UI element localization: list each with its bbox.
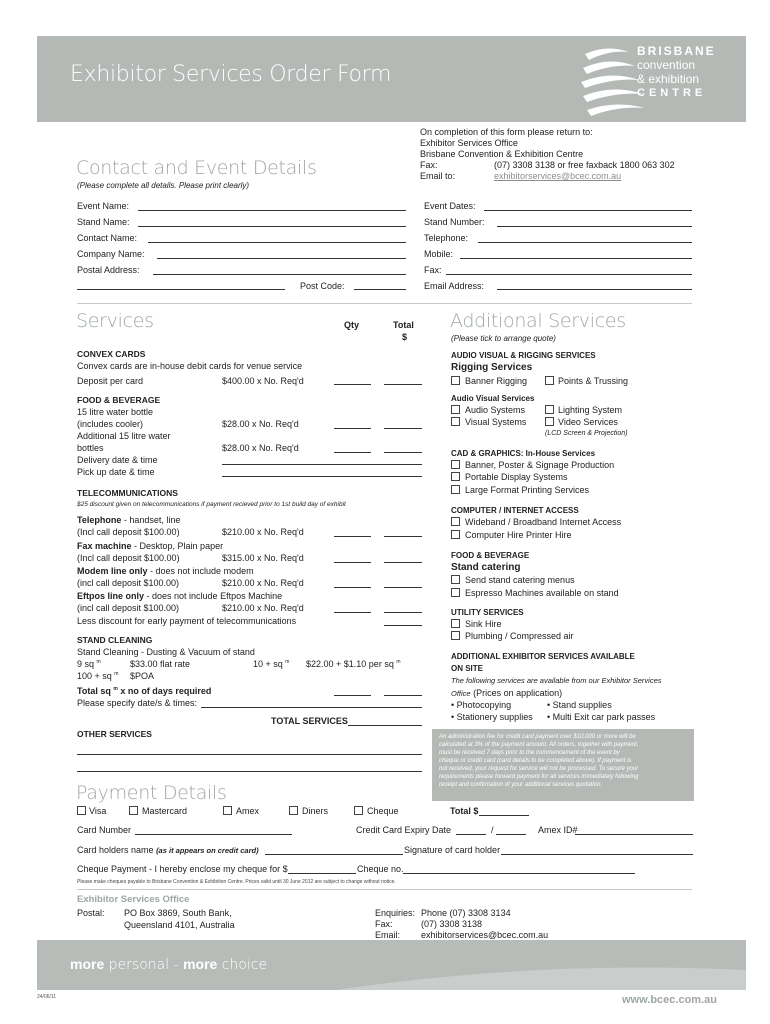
- fb-price2: $28.00 x No. Req'd: [222, 443, 299, 453]
- expiry-label: Credit Card Expiry Date: [356, 825, 452, 835]
- tel-item-telephone-price: $210.00 x No. Req'd: [222, 527, 304, 537]
- tel-item-modem-price: $210.00 x No. Req'd: [222, 578, 304, 588]
- post-code-field[interactable]: [354, 289, 406, 290]
- water-qty-field[interactable]: [334, 428, 371, 429]
- telephone-qty-field[interactable]: [334, 536, 371, 537]
- espresso-label: Espresso Machines available on stand: [465, 588, 619, 598]
- rigging-title: Rigging Services: [451, 362, 533, 373]
- office-email[interactable]: exhibitorservices@bcec.com.au: [421, 930, 549, 940]
- broadband-label: Wideband / Broadband Internet Access: [465, 517, 622, 527]
- diners-checkbox[interactable]: [289, 806, 298, 815]
- portable-display-label: Portable Display Systems: [465, 472, 568, 482]
- deposit-price: $400.00 x No. Req'd: [222, 376, 304, 386]
- cheque-payment-label: Cheque Payment - I hereby enclose my cheque for $: [77, 864, 288, 874]
- catering-menus-label: Send stand catering menus: [465, 575, 575, 585]
- office-postal-label: Postal:: [77, 908, 105, 918]
- av-title: AUDIO VISUAL & RIGGING SERVICES: [451, 351, 596, 360]
- expiry-year-field[interactable]: [496, 834, 526, 835]
- util-title: UTILITY SERVICES: [451, 608, 524, 617]
- telephone-field[interactable]: [478, 242, 692, 243]
- postal-address-line2[interactable]: [77, 289, 285, 290]
- contact-heading: Contact and Event Details: [76, 157, 317, 179]
- fb-line1: 15 litre water bottle: [77, 407, 154, 417]
- logo-centre: CENTRE: [637, 87, 707, 99]
- signage-checkbox[interactable]: [451, 460, 460, 469]
- section-divider: [77, 303, 692, 304]
- fax-field[interactable]: [446, 274, 692, 275]
- clean-title: STAND CLEANING: [77, 635, 153, 645]
- points-trussing-label: Points & Trussing: [558, 376, 629, 386]
- broadband-checkbox[interactable]: [451, 517, 460, 526]
- return-email-link[interactable]: exhibitorservices@bcec.com.au: [494, 171, 622, 181]
- eftpos-total-field[interactable]: [384, 612, 422, 613]
- lighting-system-label: Lighting System: [558, 405, 623, 415]
- company-name-field[interactable]: [157, 258, 406, 259]
- comp-title: COMPUTER / INTERNET ACCESS: [451, 506, 579, 515]
- expiry-slash: /: [491, 825, 494, 835]
- fb-line2: (includes cooler): [77, 419, 144, 429]
- card-holder-field[interactable]: [265, 854, 403, 855]
- tel-item-telephone-sub: (Incl call deposit $100.00): [77, 527, 180, 537]
- cheque-checkbox[interactable]: [354, 806, 363, 815]
- stand-catering-title: Stand catering: [451, 562, 521, 573]
- large-format-label: Large Format Printing Services: [465, 485, 590, 495]
- lighting-system-checkbox[interactable]: [545, 405, 554, 414]
- tel-item-eftpos-price: $210.00 x No. Req'd: [222, 603, 304, 613]
- office-postal1: PO Box 3869, South Bank,: [124, 908, 232, 918]
- catering-menus-checkbox[interactable]: [451, 575, 460, 584]
- fb-line4: bottles: [77, 443, 104, 453]
- sink-hire-label: Sink Hire: [465, 619, 502, 629]
- fine-print: Please make cheques payable to Brisbane Convention & Exhibition Centre. Prices valid until 30 June 2012 are subject to change without notice.: [77, 879, 396, 885]
- services-heading: Services: [76, 310, 154, 332]
- fb-line3: Additional 15 litre water: [77, 431, 171, 441]
- return-fax-value: (07) 3308 3138 or free faxback 1800 063 302: [494, 160, 675, 170]
- convex-title: CONVEX CARDS: [77, 349, 146, 359]
- fax-total-field[interactable]: [384, 562, 422, 563]
- total-services-label: TOTAL SERVICES: [271, 716, 348, 726]
- tel-title: TELECOMMUNICATIONS: [77, 488, 178, 498]
- mastercard-checkbox[interactable]: [129, 806, 138, 815]
- return-email-label: Email to:: [420, 171, 456, 181]
- specify-field[interactable]: [201, 707, 422, 708]
- avail-text2: Office (Prices on application): [451, 688, 563, 698]
- return-line3: Brisbane Convention & Exhibition Centre: [420, 149, 584, 159]
- video-services-label: Video Services: [558, 417, 618, 427]
- signature-label: Signature of card holder: [404, 845, 501, 855]
- clean-100sq: 100 + sq $^m$: [77, 671, 119, 681]
- tel-item-modem: Modem line only - does not include modem: [77, 566, 254, 576]
- office-divider: [77, 889, 692, 890]
- pickup-field[interactable]: [222, 476, 422, 477]
- clean-10sq-price: $22.00 + $1.10 per sq $^m$: [306, 659, 401, 669]
- additional-heading: Additional Services: [450, 310, 626, 332]
- form-title: Exhibitor Services Order Form: [70, 62, 392, 87]
- extra-water-total-field[interactable]: [384, 452, 422, 453]
- event-dates-field[interactable]: [484, 210, 692, 211]
- email-address-field[interactable]: [497, 289, 692, 290]
- post-code-label: Post Code:: [300, 281, 345, 291]
- cheque-no-field[interactable]: [403, 873, 635, 874]
- deposit-qty-field[interactable]: [334, 384, 371, 385]
- mobile-field[interactable]: [460, 258, 692, 259]
- stand-name-field[interactable]: [138, 226, 406, 227]
- tel-item-eftpos: Eftpos line only - does not include Eftpos Machine: [77, 591, 283, 601]
- cad-title: CAD & GRAPHICS: In-House Services: [451, 449, 596, 458]
- tel-item-modem-sub: (incl call deposit $100.00): [77, 578, 180, 588]
- tel-item-telephone: Telephone - handset, line: [77, 515, 181, 525]
- telephone-total-field[interactable]: [384, 536, 422, 537]
- email-address-label: Email Address:: [424, 281, 485, 291]
- admin-note-box: [432, 729, 694, 801]
- clean-desc: Stand Cleaning - Dusting & Vacuum of stand: [77, 647, 255, 657]
- expiry-month-field[interactable]: [456, 834, 486, 835]
- office-postal2: Queensland 4101, Australia: [124, 920, 235, 930]
- amex-id-field[interactable]: [575, 834, 693, 835]
- clean-100sq-price: $POA: [130, 671, 155, 681]
- contact-name-field[interactable]: [148, 242, 406, 243]
- audio-systems-checkbox[interactable]: [451, 405, 460, 414]
- computer-hire-label: Computer Hire Printer Hire: [465, 530, 572, 540]
- add-fb-title: FOOD & BEVERAGE: [451, 551, 530, 560]
- water-total-field[interactable]: [384, 428, 422, 429]
- sink-hire-checkbox[interactable]: [451, 619, 460, 628]
- office-enquiries-label: Enquiries:: [375, 908, 416, 918]
- tagline: more personal - more choice: [70, 956, 268, 973]
- clean-9sq-price: $33.00 flat rate: [130, 659, 191, 669]
- espresso-checkbox[interactable]: [451, 588, 460, 597]
- clean-10sq: 10 + sq $^m$: [253, 659, 290, 669]
- contact-name-label: Contact Name:: [77, 233, 138, 243]
- diners-label: Diners: [302, 806, 329, 816]
- tel-item-eftpos-sub: (incl call deposit $100.00): [77, 603, 180, 613]
- total-dollar-header: $: [402, 332, 408, 342]
- company-name-label: Company Name:: [77, 249, 145, 259]
- modem-qty-field[interactable]: [334, 587, 371, 588]
- logo-exhibition: & exhibition: [637, 72, 700, 86]
- fax-qty-field[interactable]: [334, 562, 371, 563]
- avail-text1: The following services are available from our Exhibitor Services: [451, 676, 662, 685]
- bullet-photocopying: • Photocopying: [451, 700, 512, 710]
- mobile-label: Mobile:: [424, 249, 454, 259]
- logo-brisbane: BRISBANE: [637, 44, 716, 58]
- return-line1: On completion of this form please return to:: [420, 127, 593, 137]
- stand-number-label: Stand Number:: [424, 217, 485, 227]
- visa-label: Visa: [89, 806, 107, 816]
- tel-item-fax-sub: (Incl call deposit $100.00): [77, 553, 180, 563]
- stand-number-field[interactable]: [497, 226, 692, 227]
- event-name-label: Event Name:: [77, 201, 130, 211]
- card-number-field[interactable]: [135, 834, 292, 835]
- video-services-checkbox[interactable]: [545, 417, 554, 426]
- contact-subtext: (Please complete all details. Please print clearly): [77, 181, 250, 190]
- other-services-line2[interactable]: [77, 771, 422, 772]
- amex-id-label: Amex ID#: [538, 825, 578, 835]
- fb-delivery: Delivery date & time: [77, 455, 158, 465]
- specify-label: Please specify date/s & times:: [77, 698, 198, 708]
- modem-total-field[interactable]: [384, 587, 422, 588]
- cleaning-qty-field[interactable]: [334, 695, 371, 696]
- event-dates-label: Event Dates:: [424, 201, 476, 211]
- signature-field[interactable]: [501, 854, 693, 855]
- fb-price1: $28.00 x No. Req'd: [222, 419, 299, 429]
- delivery-field[interactable]: [222, 464, 422, 465]
- other-services-title: OTHER SERVICES: [77, 729, 152, 739]
- deposit-total-field[interactable]: [384, 384, 422, 385]
- convex-desc: Convex cards are in-house debit cards for venue service: [77, 361, 303, 371]
- visual-systems-checkbox[interactable]: [451, 417, 460, 426]
- footer-banner: [37, 940, 746, 990]
- other-services-line1[interactable]: [77, 754, 422, 755]
- bullet-stationery: • Stationery supplies: [451, 712, 533, 722]
- fb-title: FOOD & BEVERAGE: [77, 395, 161, 405]
- fax-label: Fax:: [424, 265, 442, 275]
- event-name-field[interactable]: [138, 210, 406, 211]
- return-fax-label: Fax:: [420, 160, 438, 170]
- deposit-label: Deposit per card: [77, 376, 144, 386]
- qty-header: Qty: [344, 320, 360, 330]
- discount-total-field[interactable]: [384, 625, 422, 626]
- cheque-label: Cheque: [367, 806, 399, 816]
- footer-date: 24/06/11: [37, 994, 57, 1000]
- postal-address-label: Postal Address:: [77, 265, 140, 275]
- logo-convention: convention: [637, 58, 696, 72]
- stand-name-label: Stand Name:: [77, 217, 130, 227]
- extra-water-qty-field[interactable]: [334, 452, 371, 453]
- tel-item-fax: Fax machine - Desktop, Plain paper: [77, 541, 224, 551]
- tel-less-discount: Less discount for early payment of telecommunications: [77, 616, 297, 626]
- mastercard-label: Mastercard: [142, 806, 188, 816]
- plumbing-label: Plumbing / Compressed air: [465, 631, 574, 641]
- card-holder-label: Card holders name (as it appears on credit card): [77, 845, 259, 855]
- total-services-field[interactable]: [348, 725, 422, 726]
- office-enquiries: Phone (07) 3308 3134: [421, 908, 511, 918]
- cleaning-total-field[interactable]: [384, 695, 422, 696]
- cheque-amount-field[interactable]: [288, 873, 356, 874]
- tel-item-fax-price: $315.00 x No. Req'd: [222, 553, 304, 563]
- computer-hire-checkbox[interactable]: [451, 530, 460, 539]
- bullet-stand-supplies: • Stand supplies: [547, 700, 612, 710]
- office-title: Exhibitor Services Office: [77, 894, 190, 905]
- footer-wave-icon: [337, 940, 746, 990]
- payment-total-label: Total $: [450, 806, 479, 816]
- portable-display-checkbox[interactable]: [451, 472, 460, 481]
- cheque-no-label: Cheque no.: [357, 864, 404, 874]
- office-fax-label: Fax:: [375, 919, 393, 929]
- bullet-car-park: • Multi Exit car park passes: [547, 712, 656, 722]
- plumbing-checkbox[interactable]: [451, 631, 460, 640]
- points-trussing-checkbox[interactable]: [545, 376, 554, 385]
- card-number-label: Card Number: [77, 825, 132, 835]
- telephone-label: Telephone:: [424, 233, 469, 243]
- avail-title2: ON SITE: [451, 664, 484, 673]
- large-format-checkbox[interactable]: [451, 485, 460, 494]
- postal-address-field[interactable]: [153, 274, 406, 275]
- office-fax: (07) 3308 3138: [421, 919, 483, 929]
- amex-label: Amex: [236, 806, 260, 816]
- eftpos-qty-field[interactable]: [334, 612, 371, 613]
- tel-note: $25 discount given on telecommunications if payment recieved prior to 1st build day of exhibit: [77, 501, 346, 508]
- banner-rigging-checkbox[interactable]: [451, 376, 460, 385]
- header-banner: [37, 36, 746, 122]
- avs-title: Audio Visual Services: [451, 394, 535, 403]
- fb-pickup: Pick up date & time: [77, 467, 155, 477]
- visual-systems-label: Visual Systems: [465, 417, 527, 427]
- total-sq-label: Total sq $^m$ x no of days required: [77, 686, 212, 696]
- visa-checkbox[interactable]: [77, 806, 86, 815]
- office-email-label: Email:: [375, 930, 401, 940]
- admin-note-text: An administration fee for credit card payment over $10,000 or more will be calculated at 3% of the payment amount. All orders, together with payment, must be received 7 days prior to the commencement of the event by cheque or credit card (card details to be completed above). If payment is not received, your request for service will not be processed. To secure your requirements please forward payment for all services immediately following receipt and confirmation of your additional services quotation.: [439, 734, 639, 788]
- audio-systems-label: Audio Systems: [465, 405, 526, 415]
- payment-heading: Payment Details: [76, 782, 227, 804]
- footer-website[interactable]: www.bcec.com.au: [622, 994, 717, 1006]
- additional-subtext: (Please tick to arrange quote): [451, 334, 556, 343]
- return-line2: Exhibitor Services Office: [420, 138, 518, 148]
- banner-rigging-label: Banner Rigging: [465, 376, 528, 386]
- payment-total-field[interactable]: [479, 815, 529, 816]
- total-header: Total: [393, 320, 414, 330]
- amex-checkbox[interactable]: [223, 806, 232, 815]
- clean-9sq: 9 sq $^m$: [77, 659, 101, 669]
- lcd-note: (LCD Screen & Projection): [545, 430, 628, 437]
- signage-label: Banner, Poster & Signage Production: [465, 460, 615, 470]
- avail-title1: ADDITIONAL EXHIBITOR SERVICES AVAILABLE: [451, 652, 635, 661]
